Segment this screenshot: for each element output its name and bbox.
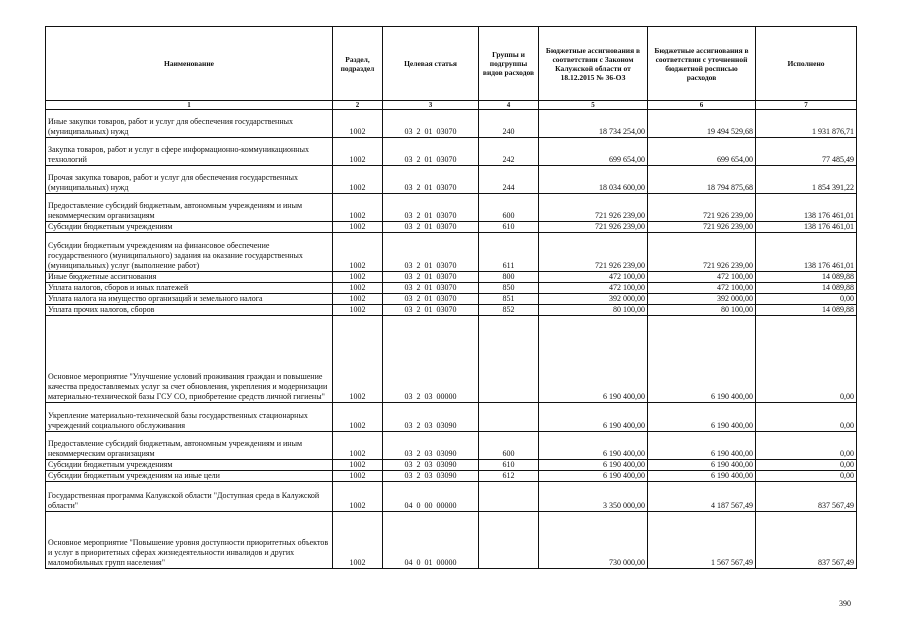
column-number: 4 (479, 101, 539, 110)
row-target-article: 04 0 00 00000 (383, 482, 479, 512)
row-executed-amount: 837 567,49 (756, 512, 857, 569)
row-expense-group (479, 482, 539, 512)
row-target-article: 03 2 01 03070 (383, 222, 479, 233)
row-expense-group: 600 (479, 432, 539, 460)
row-target-article: 03 2 01 03070 (383, 138, 479, 166)
row-section: 1002 (333, 272, 383, 283)
row-updated-amount: 19 494 529,68 (648, 110, 756, 138)
table-row (46, 316, 857, 403)
column-number-row (46, 101, 857, 110)
row-section: 1002 (333, 283, 383, 294)
row-name: Основное мероприятие "Повышение уровня доступности приоритетных объектов и услуг в приоритетных сферах жизнедеятельности инвалидов и других маломобильных групп населения" (46, 512, 333, 569)
row-expense-group: 852 (479, 305, 539, 316)
row-expense-group: 851 (479, 294, 539, 305)
row-law-amount: 721 926 239,00 (539, 233, 648, 272)
row-updated-amount: 6 190 400,00 (648, 471, 756, 482)
row-updated-amount: 1 567 567,49 (648, 512, 756, 569)
row-expense-group: 850 (479, 283, 539, 294)
table-row (46, 110, 857, 138)
row-name: Закупка товаров, работ и услуг в сфере информационно-коммуникационных технологий (46, 138, 333, 166)
row-expense-group: 244 (479, 166, 539, 194)
row-target-article: 03 2 01 03070 (383, 166, 479, 194)
row-law-amount: 730 000,00 (539, 512, 648, 569)
row-law-amount: 18 034 600,00 (539, 166, 648, 194)
row-law-amount: 3 350 000,00 (539, 482, 648, 512)
table-row (46, 283, 857, 294)
row-section: 1002 (333, 403, 383, 432)
row-section: 1002 (333, 233, 383, 272)
row-section: 1002 (333, 138, 383, 166)
column-number: 5 (539, 101, 648, 110)
row-name: Укрепление материально-технической базы государственных стационарных учреждений социального обслуживания (46, 403, 333, 432)
row-updated-amount: 472 100,00 (648, 272, 756, 283)
column-number: 1 (46, 101, 333, 110)
table-row (46, 222, 857, 233)
row-section: 1002 (333, 166, 383, 194)
row-executed-amount: 0,00 (756, 403, 857, 432)
row-law-amount: 6 190 400,00 (539, 471, 648, 482)
row-expense-group (479, 316, 539, 403)
row-expense-group (479, 512, 539, 569)
row-updated-amount: 4 187 567,49 (648, 482, 756, 512)
row-name: Уплата налогов, сборов и иных платежей (46, 283, 333, 294)
row-expense-group: 610 (479, 460, 539, 471)
table-row (46, 403, 857, 432)
column-number: 2 (333, 101, 383, 110)
row-name: Основное мероприятие "Улучшение условий проживания граждан и повышение качества предоставляемых услуг за счет обновления, укрепления и модернизации материально-технической базы ГСУ СО, приобретение средств личной гигиены" (46, 316, 333, 403)
row-executed-amount: 837 567,49 (756, 482, 857, 512)
row-law-amount: 721 926 239,00 (539, 194, 648, 222)
column-number: 3 (383, 101, 479, 110)
row-law-amount: 18 734 254,00 (539, 110, 648, 138)
row-updated-amount: 6 190 400,00 (648, 460, 756, 471)
row-expense-group: 240 (479, 110, 539, 138)
row-section: 1002 (333, 471, 383, 482)
row-section: 1002 (333, 460, 383, 471)
row-name: Уплата налога на имущество организаций и земельного налога (46, 294, 333, 305)
row-name: Субсидии бюджетным учреждениям на иные цели (46, 471, 333, 482)
row-executed-amount: 138 176 461,01 (756, 233, 857, 272)
row-target-article: 03 2 03 03090 (383, 460, 479, 471)
table-row (46, 166, 857, 194)
table-row (46, 138, 857, 166)
table-row (46, 305, 857, 316)
row-expense-group: 611 (479, 233, 539, 272)
header-groups: Группы и подгруппы видов расходов (479, 27, 539, 101)
row-updated-amount: 6 190 400,00 (648, 432, 756, 460)
row-target-article: 03 2 01 03070 (383, 233, 479, 272)
header-law: Бюджетные ассигнования в соответствии с Законом Калужской области от 18.12.2015 № 36-ОЗ (539, 27, 648, 101)
budget-table (45, 26, 857, 569)
row-law-amount: 6 190 400,00 (539, 432, 648, 460)
row-section: 1002 (333, 432, 383, 460)
header-executed: Исполнено (756, 27, 857, 101)
row-law-amount: 472 100,00 (539, 272, 648, 283)
row-updated-amount: 699 654,00 (648, 138, 756, 166)
table-row (46, 272, 857, 283)
row-section: 1002 (333, 305, 383, 316)
row-section: 1002 (333, 110, 383, 138)
row-law-amount: 721 926 239,00 (539, 222, 648, 233)
row-law-amount: 6 190 400,00 (539, 316, 648, 403)
table-row (46, 233, 857, 272)
row-target-article: 03 2 01 03070 (383, 305, 479, 316)
row-executed-amount: 0,00 (756, 432, 857, 460)
row-target-article: 03 2 01 03070 (383, 272, 479, 283)
row-updated-amount: 392 000,00 (648, 294, 756, 305)
row-target-article: 03 2 03 03090 (383, 403, 479, 432)
column-number: 6 (648, 101, 756, 110)
table-row (46, 482, 857, 512)
table-row (46, 432, 857, 460)
row-name: Иные бюджетные ассигнования (46, 272, 333, 283)
row-updated-amount: 721 926 239,00 (648, 233, 756, 272)
row-updated-amount: 6 190 400,00 (648, 403, 756, 432)
row-updated-amount: 18 794 875,68 (648, 166, 756, 194)
row-updated-amount: 721 926 239,00 (648, 194, 756, 222)
table-row (46, 512, 857, 569)
column-number: 7 (756, 101, 857, 110)
row-name: Предоставление субсидий бюджетным, автономным учреждениям и иным некоммерческим организациям (46, 194, 333, 222)
row-executed-amount: 1 854 391,22 (756, 166, 857, 194)
row-executed-amount: 0,00 (756, 316, 857, 403)
row-target-article: 03 2 01 03070 (383, 283, 479, 294)
row-executed-amount: 14 089,88 (756, 305, 857, 316)
row-target-article: 03 2 03 03090 (383, 432, 479, 460)
row-target-article: 03 2 03 00000 (383, 316, 479, 403)
row-expense-group: 610 (479, 222, 539, 233)
row-executed-amount: 14 089,88 (756, 272, 857, 283)
row-target-article: 03 2 01 03070 (383, 110, 479, 138)
row-law-amount: 699 654,00 (539, 138, 648, 166)
row-section: 1002 (333, 222, 383, 233)
row-section: 1002 (333, 294, 383, 305)
row-executed-amount: 138 176 461,01 (756, 222, 857, 233)
row-target-article: 03 2 03 03090 (383, 471, 479, 482)
row-target-article: 03 2 01 03070 (383, 194, 479, 222)
row-executed-amount: 1 931 876,71 (756, 110, 857, 138)
row-target-article: 03 2 01 03070 (383, 294, 479, 305)
row-law-amount: 472 100,00 (539, 283, 648, 294)
row-executed-amount: 0,00 (756, 471, 857, 482)
row-law-amount: 6 190 400,00 (539, 403, 648, 432)
row-law-amount: 80 100,00 (539, 305, 648, 316)
header-name: Наименование (46, 27, 333, 101)
row-expense-group (479, 403, 539, 432)
row-law-amount: 392 000,00 (539, 294, 648, 305)
row-executed-amount: 138 176 461,01 (756, 194, 857, 222)
header-section: Раздел, подраздел (333, 27, 383, 101)
header-row (46, 27, 857, 101)
table-row (46, 194, 857, 222)
row-expense-group: 242 (479, 138, 539, 166)
row-executed-amount: 0,00 (756, 460, 857, 471)
row-updated-amount: 721 926 239,00 (648, 222, 756, 233)
row-executed-amount: 14 089,88 (756, 283, 857, 294)
row-target-article: 04 0 01 00000 (383, 512, 479, 569)
row-section: 1002 (333, 482, 383, 512)
row-name: Предоставление субсидий бюджетным, автономным учреждениям и иным некоммерческим организациям (46, 432, 333, 460)
row-section: 1002 (333, 316, 383, 403)
row-section: 1002 (333, 512, 383, 569)
row-name: Субсидии бюджетным учреждениям (46, 460, 333, 471)
row-name: Государственная программа Калужской области "Доступная среда в Калужской области" (46, 482, 333, 512)
row-executed-amount: 0,00 (756, 294, 857, 305)
row-updated-amount: 472 100,00 (648, 283, 756, 294)
row-section: 1002 (333, 194, 383, 222)
row-name: Иные закупки товаров, работ и услуг для обеспечения государственных (муниципальных) нужд (46, 110, 333, 138)
row-law-amount: 6 190 400,00 (539, 460, 648, 471)
row-updated-amount: 80 100,00 (648, 305, 756, 316)
row-expense-group: 800 (479, 272, 539, 283)
table-row (46, 294, 857, 305)
table-body (46, 110, 857, 569)
header-updated: Бюджетные ассигнования в соответствии с уточненной бюджетной росписью расходов (648, 27, 756, 101)
header-target: Целевая статья (383, 27, 479, 101)
row-expense-group: 600 (479, 194, 539, 222)
row-name: Уплата прочих налогов, сборов (46, 305, 333, 316)
page-number: 390 (839, 599, 851, 608)
table-row (46, 460, 857, 471)
row-expense-group: 612 (479, 471, 539, 482)
table-row (46, 471, 857, 482)
row-name: Прочая закупка товаров, работ и услуг для обеспечения государственных (муниципальных) нужд (46, 166, 333, 194)
row-executed-amount: 77 485,49 (756, 138, 857, 166)
row-name: Субсидии бюджетным учреждениям (46, 222, 333, 233)
row-updated-amount: 6 190 400,00 (648, 316, 756, 403)
row-name: Субсидии бюджетным учреждениям на финансовое обеспечение государственного (муниципального) задания на оказание государственных (муниципальных) услуг (выполнение работ) (46, 233, 333, 272)
